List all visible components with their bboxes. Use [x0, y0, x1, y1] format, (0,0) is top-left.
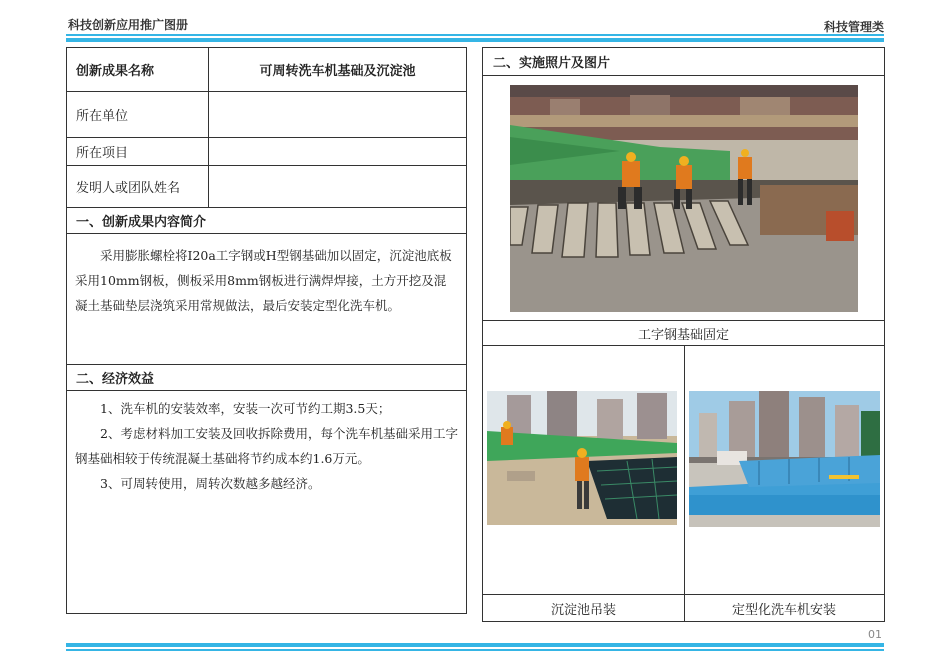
section1-title: 一、创新成果内容简介 — [67, 208, 466, 234]
name-label: 创新成果名称 — [67, 48, 209, 91]
document-title: 科技创新应用推广图册 — [68, 18, 189, 32]
inventor-label: 发明人或团队姓名 — [67, 166, 209, 207]
photo-column-divider — [684, 346, 685, 621]
project-row — [67, 138, 466, 166]
section2-title: 二、经济效益 — [67, 365, 466, 391]
section1-body — [67, 234, 466, 365]
benefit-item-2: 2、考虑材料加工安装及回收拆除费用，每个洗车机基础采用工字钢基础相较于传统混凝土基础将节约成本约1.6万元。 — [75, 426, 458, 466]
name-row — [67, 48, 466, 92]
footer-divider-thick — [66, 643, 884, 647]
info-table — [66, 47, 467, 614]
unit-label: 所在单位 — [67, 92, 209, 137]
photo-steel-foundation — [510, 85, 858, 312]
header-divider-thick — [66, 38, 884, 42]
inventor-value — [209, 166, 466, 207]
section1-text: 采用膨胀螺栓将I20a工字钢或H型钢基础加以固定，沉淀池底板采用10mm钢板，侧板采用8mm钢板进行满焊焊接，土方开挖及混凝土基础垫层浇筑采用常规做法，最后安装定型化洗车机。 — [75, 248, 452, 313]
divider-bottom-captions — [483, 594, 884, 595]
photo-panel — [482, 47, 885, 622]
project-label: 所在项目 — [67, 138, 209, 165]
photo-section-title: 二、实施照片及图片 — [483, 48, 884, 76]
project-value — [209, 138, 466, 165]
inventor-row — [67, 166, 466, 208]
unit-value — [209, 92, 466, 137]
benefit-item-3: 3、可周转使用，周转次数越多越经济。 — [100, 476, 321, 491]
name-value: 可周转洗车机基础及沉淀池 — [259, 64, 416, 79]
divider-top-caption — [483, 320, 884, 321]
photo-car-wash-machine — [689, 391, 880, 527]
header-divider — [66, 34, 884, 36]
section2-body — [75, 396, 458, 496]
unit-row — [67, 92, 466, 138]
photo-sedimentation-tank — [487, 391, 677, 525]
page-number: 01 — [868, 628, 882, 641]
caption-sedimentation-tank: 沉淀池吊装 — [550, 603, 616, 618]
caption-steel-foundation: 工字钢基础固定 — [637, 328, 729, 343]
footer-divider — [66, 649, 884, 651]
caption-car-wash-machine: 定型化洗车机安装 — [731, 603, 836, 618]
benefit-item-1: 1、洗车机的安装效率，安装一次可节约工期3.5天； — [100, 401, 391, 416]
category-label: 科技管理类 — [823, 20, 884, 34]
